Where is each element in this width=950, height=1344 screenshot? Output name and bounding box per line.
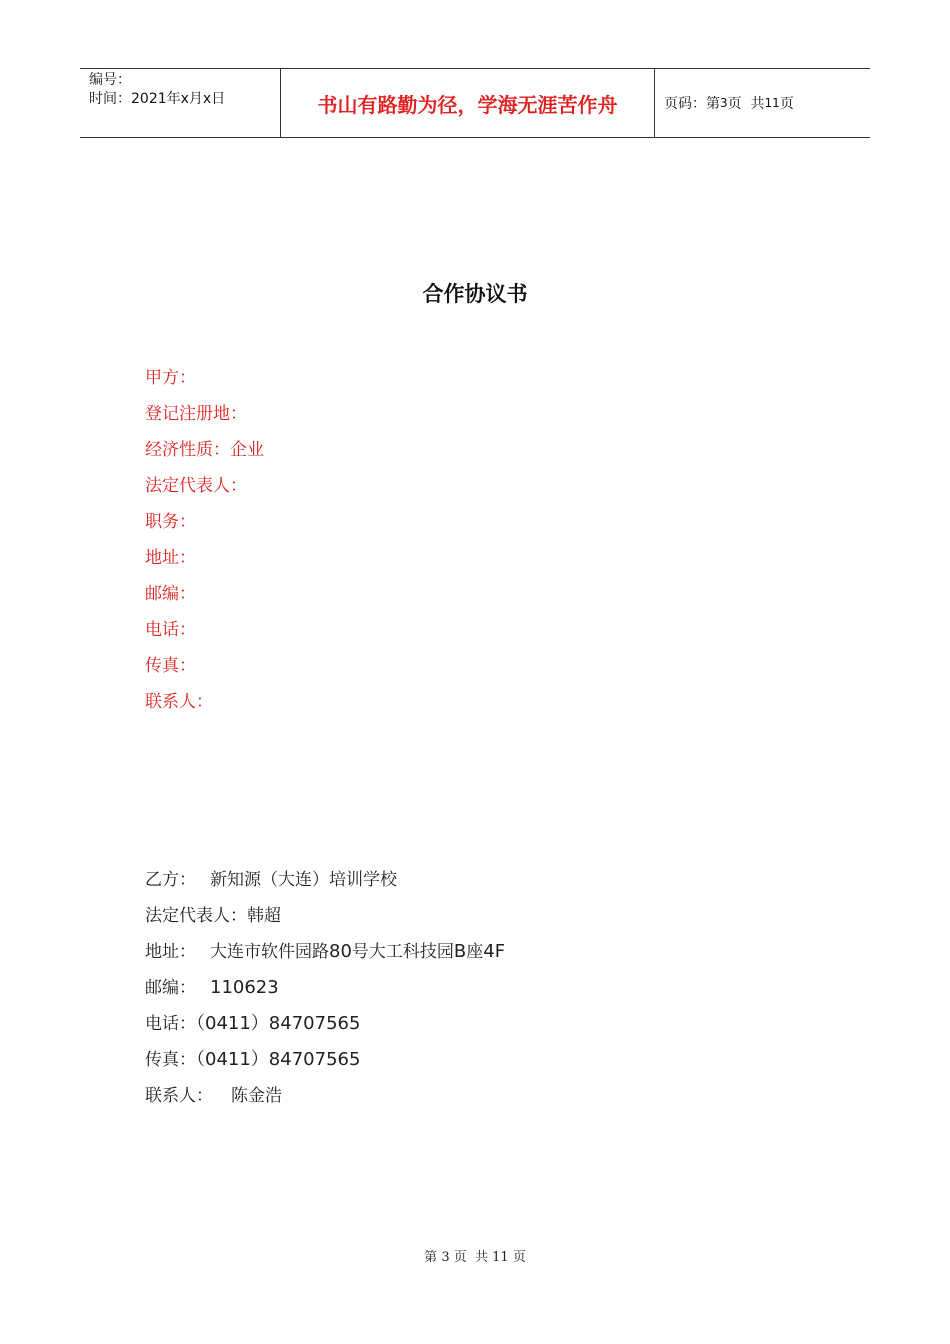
party-b-address-part1: 大连市软件园路 (210, 942, 329, 962)
party-b-fax-value: （0411）84707565 (196, 1049, 361, 1070)
party-b-address (145, 934, 505, 970)
party-a-registered: 登记注册地： (145, 404, 247, 424)
party-b-name (145, 862, 505, 898)
party-b-fax-label: 传真： (145, 1050, 196, 1070)
document-time: 时间：2021年x月x日 (89, 91, 226, 107)
party-b-phone-value: （0411）84707565 (196, 1013, 361, 1034)
header-page-total: 11 (764, 96, 780, 110)
header-meta (80, 69, 281, 137)
party-b-address-part2: 号大工科技园 (351, 942, 454, 962)
party-a-position: 职务： (145, 512, 196, 532)
party-b-legal-rep (145, 898, 505, 934)
party-b-postcode (145, 970, 505, 1006)
party-b-phone-label: 电话： (145, 1014, 196, 1034)
party-b-legal-rep-label: 法定代表人： (145, 906, 247, 926)
party-a-economy-value: 企业 (230, 440, 264, 460)
party-a-legal-rep: 法定代表人： (145, 476, 247, 496)
footer-total: 11 (492, 1250, 509, 1265)
party-b-address-label: 地址： (145, 942, 196, 962)
party-b-name-label: 乙方： (145, 870, 196, 890)
header-page-mid: 页 共 (727, 96, 765, 112)
party-b-postcode-label: 邮编： (145, 978, 196, 998)
party-a-contact: 联系人： (145, 692, 213, 712)
footer-current: 3 (441, 1250, 450, 1265)
header-motto: 书山有路勤为径，学海无涯苦作舟 (281, 69, 655, 137)
party-b-fax (145, 1042, 505, 1078)
header-page-prefix: 页码：第 (664, 96, 720, 112)
party-a-postcode: 邮编： (145, 584, 196, 604)
party-b-address-number: 80 (329, 941, 352, 962)
header-page-current: 3 (720, 96, 728, 110)
party-b-section (145, 862, 505, 1114)
party-a-economy (145, 432, 264, 468)
footer-mid: 页 共 (453, 1250, 488, 1265)
party-b-address-block: B (453, 941, 467, 962)
party-a-phone: 电话： (145, 620, 196, 640)
party-b-address-part3: 座 (466, 942, 484, 962)
party-b-name-value: 新知源（大连）培训学校 (210, 870, 397, 890)
page-header (80, 68, 870, 138)
header-page-number (655, 69, 870, 137)
document-number-label: 编号： (89, 72, 131, 88)
party-b-postcode-value: 110623 (210, 977, 279, 998)
party-b-contact-label: 联系人： (145, 1086, 213, 1106)
party-b-address-floor: 4F (483, 941, 506, 962)
party-b-phone (145, 1006, 505, 1042)
party-b-contact-value: 陈金浩 (231, 1086, 282, 1106)
party-b-contact (145, 1078, 505, 1114)
party-b-legal-rep-value: 韩超 (247, 906, 281, 926)
party-a-section (145, 360, 264, 720)
party-a-name: 甲方： (145, 368, 196, 388)
party-a-fax: 传真： (145, 656, 196, 676)
footer-prefix: 第 (424, 1250, 438, 1265)
party-a-economy-label: 经济性质： (145, 440, 230, 460)
party-a-address: 地址： (145, 548, 196, 568)
header-page-suffix: 页 (779, 96, 794, 112)
page-footer (0, 1246, 950, 1265)
document-title: 合作协议书 (422, 282, 528, 306)
footer-suffix: 页 (512, 1250, 526, 1265)
